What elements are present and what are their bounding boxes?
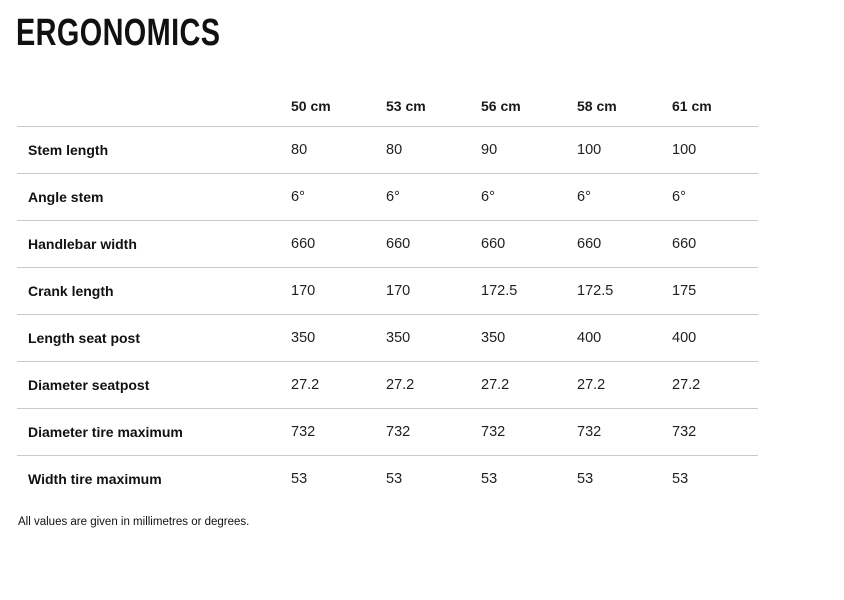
table-row: [17, 174, 758, 221]
table-row: [17, 268, 758, 315]
table-row: [17, 362, 758, 409]
cell-value: 100: [672, 127, 758, 174]
column-header: 58 cm: [577, 97, 617, 114]
table-row: [17, 456, 758, 503]
table-header-row: [17, 85, 758, 127]
cell-value: 660: [291, 221, 386, 268]
cell-value: 660: [481, 221, 577, 268]
cell-value: 27.2: [672, 362, 758, 409]
row-label: Stem length: [17, 127, 291, 174]
cell-value: 175: [672, 268, 758, 315]
cell-value: 53: [481, 456, 577, 503]
cell-value: 27.2: [386, 362, 481, 409]
cell-value: 53: [577, 456, 672, 503]
table-header: [17, 85, 758, 127]
row-label: Handlebar width: [17, 221, 291, 268]
column-header: 53 cm: [386, 97, 426, 114]
row-label: Angle stem: [17, 174, 291, 221]
cell-value: 6°: [386, 174, 481, 221]
cell-value: 172.5: [481, 268, 577, 315]
table-row: [17, 315, 758, 362]
cell-value: 80: [291, 127, 386, 174]
cell-value: 170: [386, 268, 481, 315]
cell-value: 732: [481, 409, 577, 456]
cell-value: 732: [577, 409, 672, 456]
cell-value: 660: [386, 221, 481, 268]
table-row: [17, 221, 758, 268]
cell-value: 27.2: [481, 362, 577, 409]
cell-value: 350: [291, 315, 386, 362]
cell-value: 6°: [577, 174, 672, 221]
cell-value: 53: [386, 456, 481, 503]
cell-value: 6°: [291, 174, 386, 221]
table-body: [17, 127, 758, 503]
row-label: Width tire maximum: [17, 456, 291, 503]
table-row: [17, 127, 758, 174]
cell-value: 6°: [481, 174, 577, 221]
cell-value: 27.2: [291, 362, 386, 409]
cell-value: 350: [481, 315, 577, 362]
column-header: 50 cm: [291, 97, 331, 114]
table-row: [17, 409, 758, 456]
footnote: All values are given in millimetres or degrees.: [18, 516, 250, 528]
cell-value: 350: [386, 315, 481, 362]
cell-value: 80: [386, 127, 481, 174]
cell-value: 660: [672, 221, 758, 268]
cell-value: 660: [577, 221, 672, 268]
cell-value: 53: [291, 456, 386, 503]
cell-value: 732: [672, 409, 758, 456]
cell-value: 90: [481, 127, 577, 174]
cell-value: 170: [291, 268, 386, 315]
cell-value: 400: [672, 315, 758, 362]
row-label: Length seat post: [17, 315, 291, 362]
cell-value: 100: [577, 127, 672, 174]
column-header: 56 cm: [481, 97, 521, 114]
cell-value: 400: [577, 315, 672, 362]
cell-value: 6°: [672, 174, 758, 221]
page-title: ERGONOMICS: [16, 12, 221, 54]
row-label: Diameter tire maximum: [17, 409, 291, 456]
cell-value: 27.2: [577, 362, 672, 409]
column-header: 61 cm: [672, 97, 712, 114]
cell-value: 53: [672, 456, 758, 503]
row-label: Crank length: [17, 268, 291, 315]
cell-value: 172.5: [577, 268, 672, 315]
cell-value: 732: [386, 409, 481, 456]
row-label: Diameter seatpost: [17, 362, 291, 409]
column-header-empty: [17, 85, 291, 127]
ergonomics-table: [17, 85, 758, 502]
cell-value: 732: [291, 409, 386, 456]
